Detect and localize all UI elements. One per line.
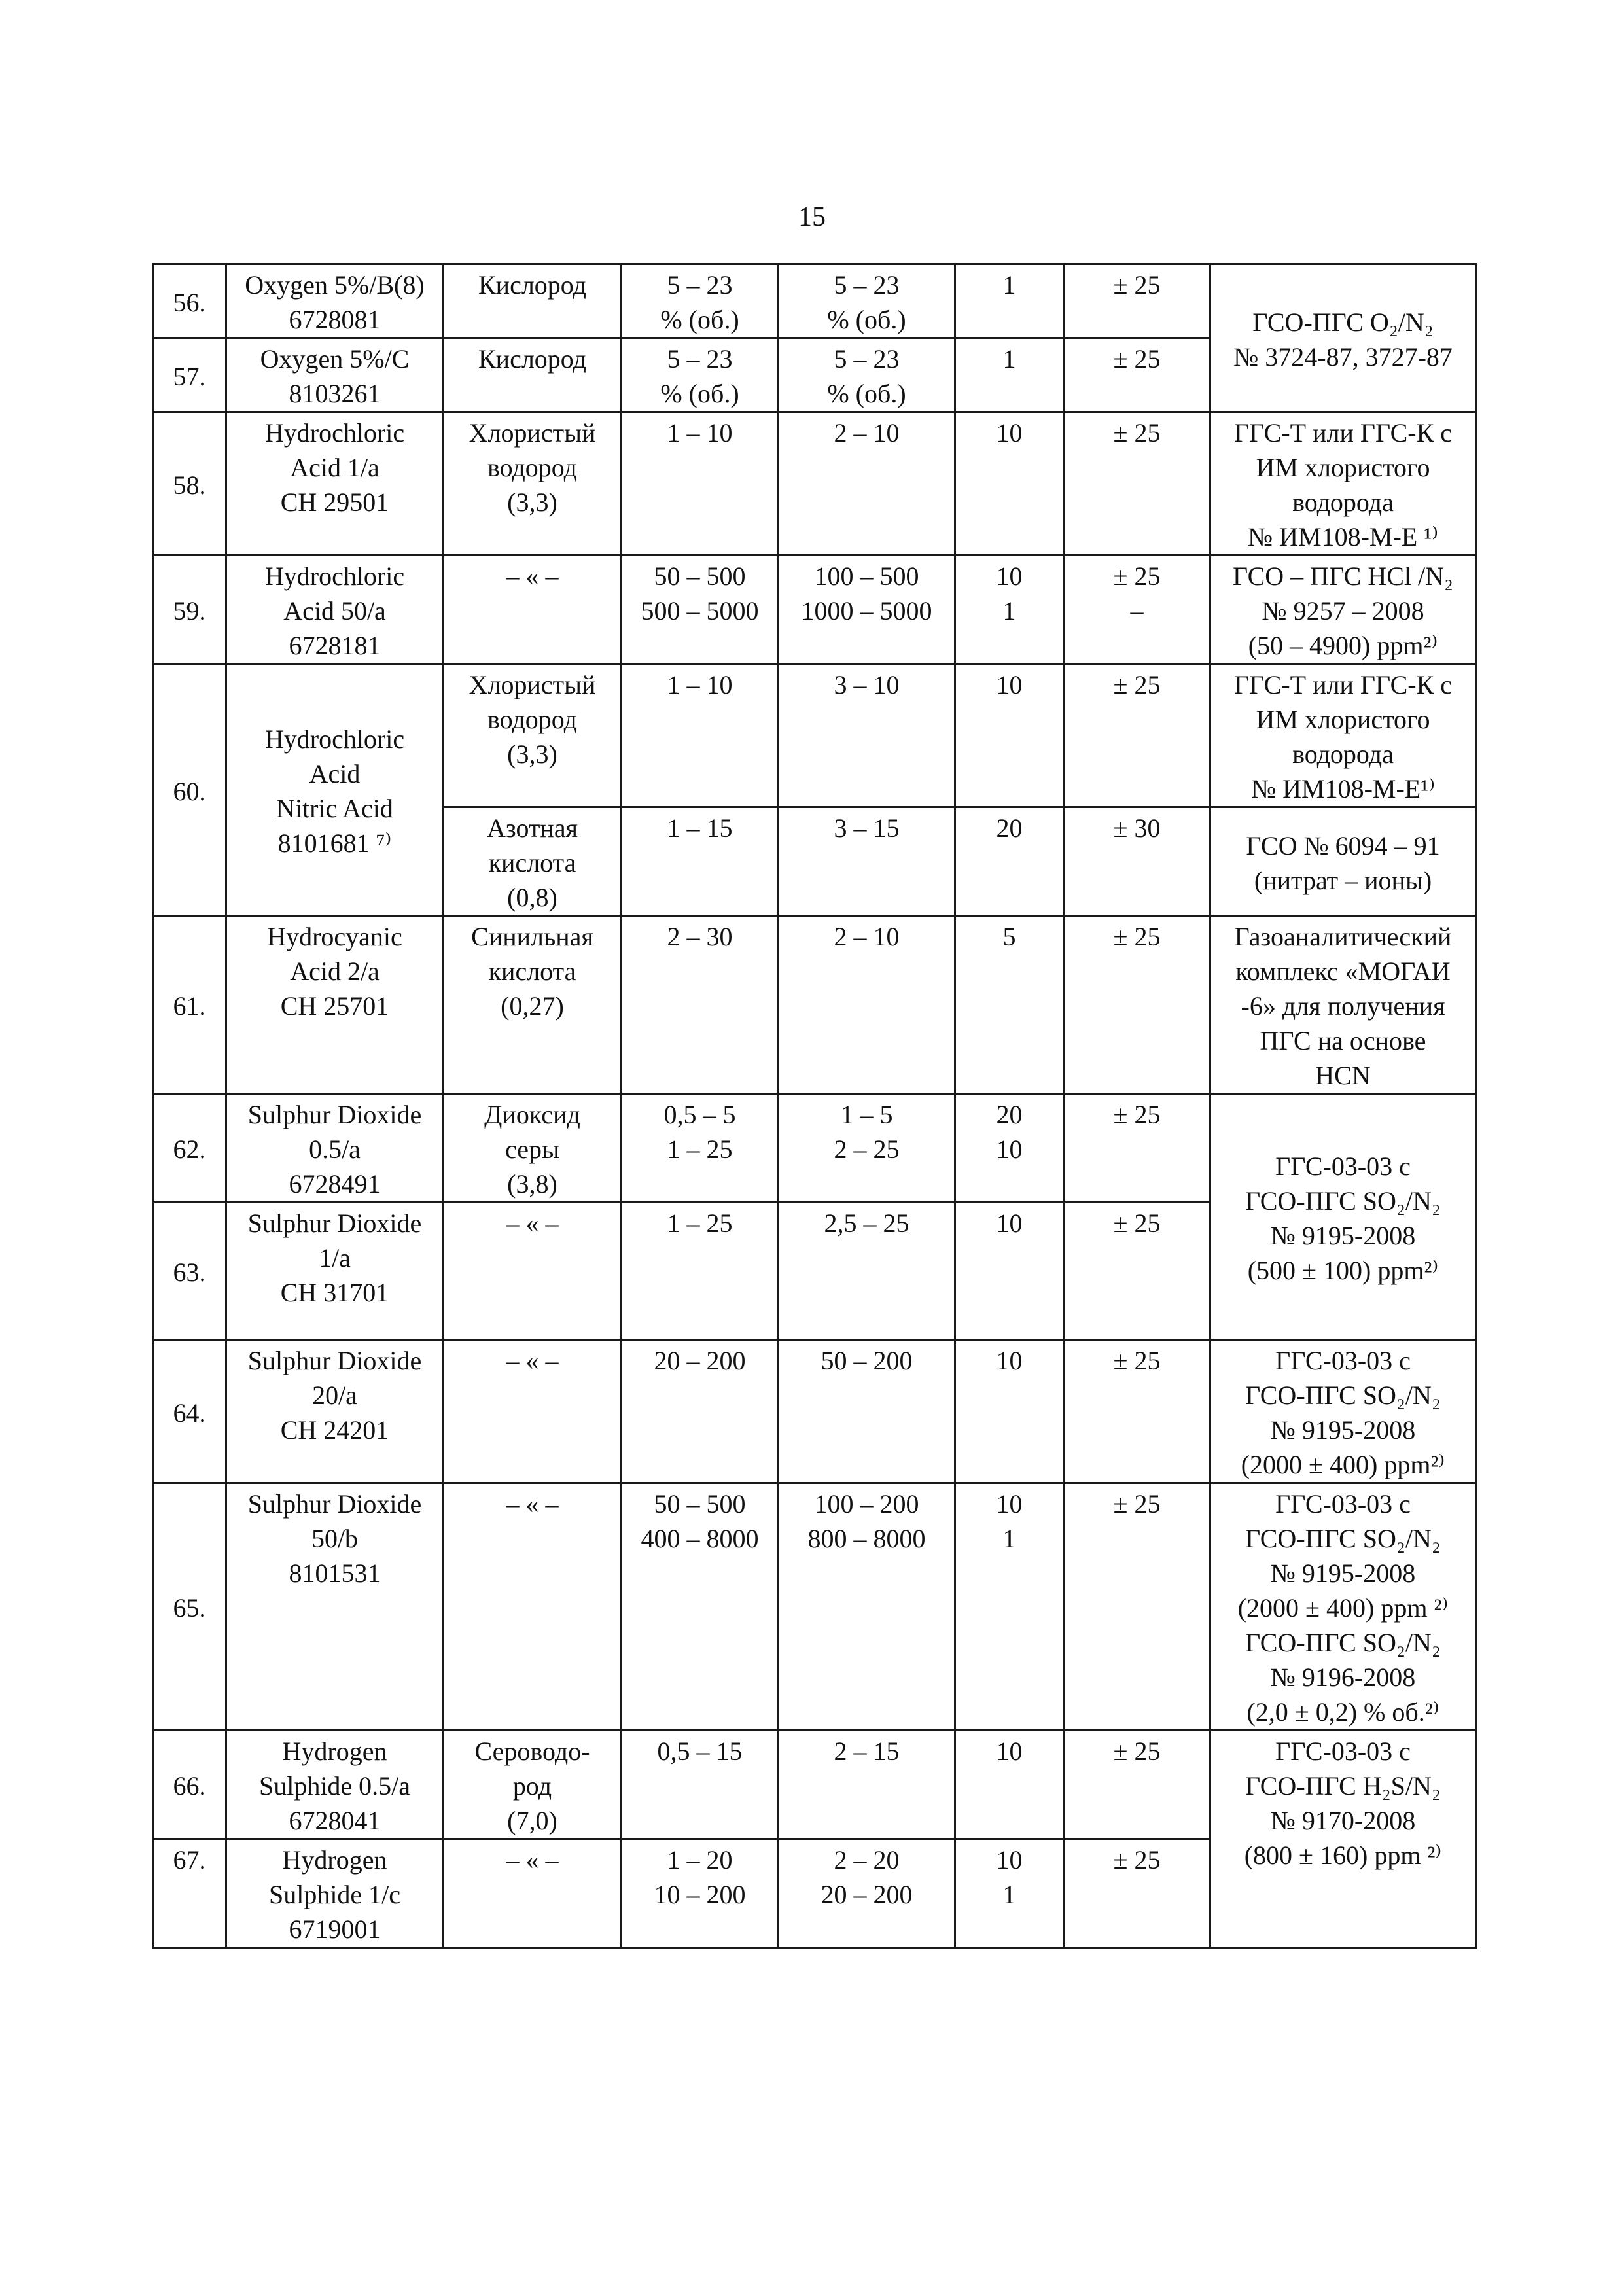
- table-row: [153, 1094, 1476, 1203]
- row-number: 59.: [153, 556, 226, 664]
- page-number: 15: [798, 202, 826, 232]
- error: ± 25: [1064, 338, 1210, 412]
- table-row: [153, 664, 1476, 807]
- range-2: 50 – 200: [779, 1340, 955, 1483]
- range-1: 20 – 200: [622, 1340, 779, 1483]
- component: – « –: [444, 1483, 622, 1731]
- component: Синильная кислота (0,27): [444, 916, 622, 1094]
- row-number: 60.: [153, 664, 226, 916]
- row-number: 57.: [153, 338, 226, 412]
- range-2: 2 – 15: [779, 1731, 955, 1839]
- table-row: [153, 264, 1476, 338]
- error: ± 25: [1064, 1731, 1210, 1839]
- row-number: 61.: [153, 916, 226, 1094]
- range-2: 3 – 10: [779, 664, 955, 807]
- range-1: 5 – 23 % (об.): [622, 264, 779, 338]
- range-1: 1 – 25: [622, 1203, 779, 1340]
- table-row: [153, 556, 1476, 664]
- range-1: 50 – 500 400 – 8000: [622, 1483, 779, 1731]
- table-row: [153, 1340, 1476, 1483]
- step: 1: [955, 264, 1064, 338]
- error: ± 25: [1064, 1839, 1210, 1948]
- component: – « –: [444, 1340, 622, 1483]
- component: – « –: [444, 556, 622, 664]
- range-2: 100 – 500 1000 – 5000: [779, 556, 955, 664]
- error: ± 25: [1064, 1340, 1210, 1483]
- standard: ГСО – ПГС HCl /N₂ № 9257 – 2008 (50 – 4900) ppm²⁾: [1210, 556, 1476, 664]
- range-1: 50 – 500 500 – 5000: [622, 556, 779, 664]
- range-1: 1 – 20 10 – 200: [622, 1839, 779, 1948]
- device-name: Sulphur Dioxide 50/b 8101531: [226, 1483, 444, 1731]
- device-name: Sulphur Dioxide 0.5/a 6728491: [226, 1094, 444, 1203]
- component: – « –: [444, 1203, 622, 1340]
- range-1: 1 – 15: [622, 807, 779, 916]
- step: 5: [955, 916, 1064, 1094]
- step: 10 1: [955, 1483, 1064, 1731]
- error: ± 25: [1064, 412, 1210, 556]
- row-number: 64.: [153, 1340, 226, 1483]
- standard-hydrogen-sulphide: ГГС-03-03 с ГСО-ПГС H₂S/N₂ № 9170-2008 (800 ± 160) ppm ²⁾: [1210, 1731, 1476, 1948]
- table-row: [153, 412, 1476, 556]
- step: 10: [955, 1731, 1064, 1839]
- step: 20 10: [955, 1094, 1064, 1203]
- error: ± 25: [1064, 1483, 1210, 1731]
- table-row: [153, 1483, 1476, 1731]
- error: ± 25 –: [1064, 556, 1210, 664]
- device-name: Hydrochloric Acid 50/a 6728181: [226, 556, 444, 664]
- error: ± 25: [1064, 1203, 1210, 1340]
- range-2: 2 – 10: [779, 916, 955, 1094]
- range-1: 1 – 10: [622, 412, 779, 556]
- step: 10 1: [955, 1839, 1064, 1948]
- error: ± 30: [1064, 807, 1210, 916]
- component: Кислород: [444, 338, 622, 412]
- component: Хлористый водород (3,3): [444, 664, 622, 807]
- range-1: 0,5 – 15: [622, 1731, 779, 1839]
- step: 10: [955, 412, 1064, 556]
- range-2: 1 – 5 2 – 25: [779, 1094, 955, 1203]
- range-2: 5 – 23 % (об.): [779, 338, 955, 412]
- standard: ГГС-Т или ГГС-К с ИМ хлористого водорода № ИМ108-М-Е ¹⁾: [1210, 412, 1476, 556]
- standard: ГГС-03-03 с ГСО-ПГС SO₂/N₂ № 9195-2008 (2000 ± 400) ppm ²⁾ ГСО-ПГС SO₂/N₂ № 9196-2008 (2,0 ± 0,2) % об.²⁾: [1210, 1483, 1476, 1731]
- component: Диоксид серы (3,8): [444, 1094, 622, 1203]
- error: ± 25: [1064, 916, 1210, 1094]
- component: Хлористый водород (3,3): [444, 412, 622, 556]
- device-name: Hydrogen Sulphide 1/c 6719001: [226, 1839, 444, 1948]
- gas-standards-table: [152, 263, 1477, 1949]
- component: – « –: [444, 1839, 622, 1948]
- standard: Газоаналитический комплекс «МОГАИ -6» для получения ПГС на основе HCN: [1210, 916, 1476, 1094]
- step: 10: [955, 664, 1064, 807]
- standard-oxygen: ГСО-ПГС O₂/N₂ № 3724-87, 3727-87: [1210, 264, 1476, 412]
- range-2: 3 – 15: [779, 807, 955, 916]
- component: Азотная кислота (0,8): [444, 807, 622, 916]
- range-2: 2,5 – 25: [779, 1203, 955, 1340]
- row-number: 63.: [153, 1203, 226, 1340]
- device-name: Oxygen 5%/C 8103261: [226, 338, 444, 412]
- component: Кислород: [444, 264, 622, 338]
- device-name: Hydrochloric Acid Nitric Acid 8101681 ⁷⁾: [226, 664, 444, 916]
- device-name: Sulphur Dioxide 1/a CH 31701: [226, 1203, 444, 1340]
- device-name: Sulphur Dioxide 20/a CH 24201: [226, 1340, 444, 1483]
- device-name: Hydrochloric Acid 1/a CH 29501: [226, 412, 444, 556]
- range-2: 2 – 10: [779, 412, 955, 556]
- range-1: 1 – 10: [622, 664, 779, 807]
- row-number: 67.: [153, 1839, 226, 1948]
- row-number: 66.: [153, 1731, 226, 1839]
- device-name: Hydrogen Sulphide 0.5/a 6728041: [226, 1731, 444, 1839]
- range-1: 0,5 – 5 1 – 25: [622, 1094, 779, 1203]
- error: ± 25: [1064, 1094, 1210, 1203]
- range-2: 2 – 20 20 – 200: [779, 1839, 955, 1948]
- range-2: 100 – 200 800 – 8000: [779, 1483, 955, 1731]
- standard: ГГС-Т или ГГС-К с ИМ хлористого водорода № ИМ108-М-Е¹⁾: [1210, 664, 1476, 807]
- row-number: 58.: [153, 412, 226, 556]
- step: 10 1: [955, 556, 1064, 664]
- row-number: 56.: [153, 264, 226, 338]
- row-number: 62.: [153, 1094, 226, 1203]
- standard-sulphur-dioxide: ГГС-03-03 с ГСО-ПГС SO₂/N₂ № 9195-2008 (500 ± 100) ppm²⁾: [1210, 1094, 1476, 1340]
- step: 1: [955, 338, 1064, 412]
- error: ± 25: [1064, 264, 1210, 338]
- step: 10: [955, 1203, 1064, 1340]
- standard: ГГС-03-03 с ГСО-ПГС SO₂/N₂ № 9195-2008 (2000 ± 400) ppm²⁾: [1210, 1340, 1476, 1483]
- range-2: 5 – 23 % (об.): [779, 264, 955, 338]
- device-name: Hydrocyanic Acid 2/a CH 25701: [226, 916, 444, 1094]
- component: Сероводо- род (7,0): [444, 1731, 622, 1839]
- table-row: [153, 1731, 1476, 1839]
- error: ± 25: [1064, 664, 1210, 807]
- range-1: 2 – 30: [622, 916, 779, 1094]
- step: 10: [955, 1340, 1064, 1483]
- row-number: 65.: [153, 1483, 226, 1731]
- step: 20: [955, 807, 1064, 916]
- device-name: Oxygen 5%/B(8) 6728081: [226, 264, 444, 338]
- range-1: 5 – 23 % (об.): [622, 338, 779, 412]
- standard: ГСО № 6094 – 91 (нитрат – ионы): [1210, 807, 1476, 916]
- table-row: [153, 916, 1476, 1094]
